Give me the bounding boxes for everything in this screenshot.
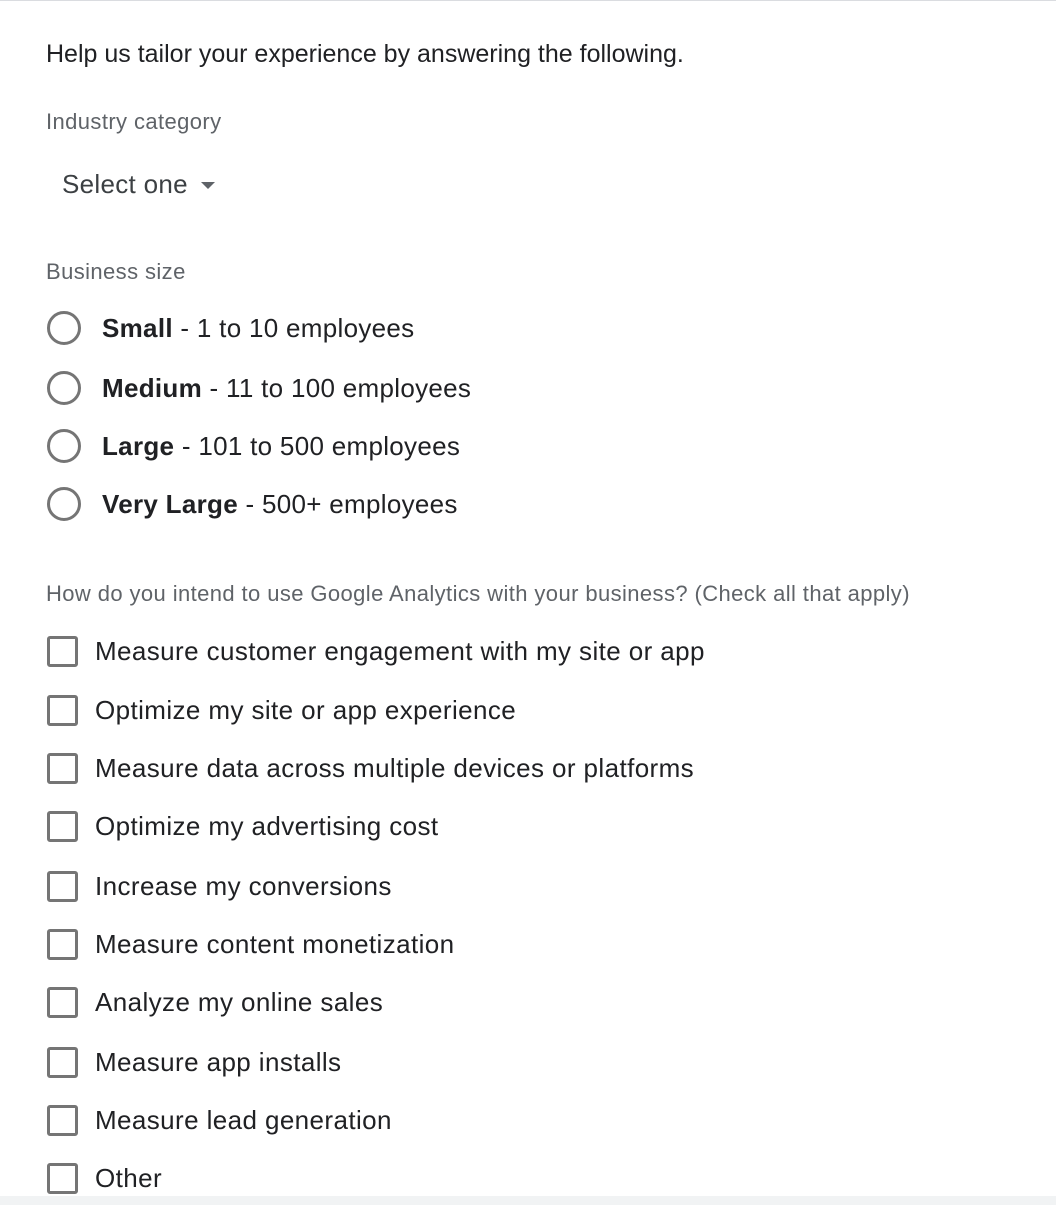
business-size-name: Medium — [102, 372, 203, 403]
business-size-option-label — [102, 431, 460, 462]
usage-option-content-monetization[interactable] — [46, 924, 455, 964]
usage-option-label: Increase my conversions — [95, 870, 392, 901]
radio-unchecked-icon[interactable] — [47, 487, 81, 521]
usage-option-label: Other — [95, 1162, 163, 1193]
usage-question-label: How do you intend to use Google Analytics with your business? (Check all that apply) — [46, 581, 910, 606]
caret-down-icon — [201, 182, 215, 189]
checkbox-unchecked-icon[interactable] — [47, 929, 78, 960]
radio-unchecked-icon[interactable] — [47, 371, 81, 405]
business-size-name: Small — [102, 312, 173, 343]
intro-text: Help us tailor your experience by answering the following. — [46, 40, 684, 68]
usage-option-label: Measure app installs — [95, 1046, 342, 1077]
usage-option-optimize-experience[interactable] — [46, 690, 516, 730]
business-size-detail: - 500+ employees — [237, 488, 458, 519]
usage-option-lead-generation[interactable] — [46, 1100, 392, 1140]
business-size-option-very-large[interactable] — [46, 484, 458, 524]
usage-option-label: Measure customer engagement with my site or app — [95, 635, 705, 666]
usage-option-label: Measure content monetization — [95, 928, 455, 959]
business-size-option-small[interactable] — [46, 308, 414, 348]
checkbox-unchecked-icon[interactable] — [47, 871, 78, 902]
usage-option-online-sales[interactable] — [46, 982, 383, 1022]
checkbox-unchecked-icon[interactable] — [47, 636, 78, 667]
radio-unchecked-icon[interactable] — [47, 429, 81, 463]
business-size-option-large[interactable] — [46, 426, 460, 466]
business-size-label: Business size — [46, 259, 186, 284]
business-size-name: Large — [102, 430, 175, 461]
usage-option-label: Measure data across multiple devices or platforms — [95, 752, 695, 783]
checkbox-unchecked-icon[interactable] — [47, 811, 78, 842]
industry-category-label: Industry category — [46, 109, 222, 134]
business-size-option-label — [102, 373, 471, 404]
usage-option-cross-device[interactable] — [46, 748, 694, 788]
usage-option-conversions[interactable] — [46, 866, 392, 906]
usage-option-other[interactable] — [46, 1158, 162, 1198]
usage-option-label: Analyze my online sales — [95, 986, 384, 1017]
radio-unchecked-icon[interactable] — [47, 311, 81, 345]
usage-option-customer-engagement[interactable] — [46, 631, 705, 671]
checkbox-unchecked-icon[interactable] — [47, 753, 78, 784]
checkbox-unchecked-icon[interactable] — [47, 1105, 78, 1136]
business-size-detail: - 101 to 500 employees — [174, 430, 461, 461]
usage-option-label: Measure lead generation — [95, 1104, 392, 1135]
checkbox-unchecked-icon[interactable] — [47, 987, 78, 1018]
usage-option-label: Optimize my site or app experience — [95, 694, 517, 725]
checkbox-unchecked-icon[interactable] — [47, 1047, 78, 1078]
checkbox-unchecked-icon[interactable] — [47, 1163, 78, 1194]
industry-dropdown-value: Select one — [62, 168, 188, 199]
usage-option-advertising-cost[interactable] — [46, 806, 439, 846]
industry-category-dropdown[interactable] — [62, 164, 215, 204]
business-size-option-label — [102, 313, 414, 344]
business-size-option-label — [102, 489, 458, 520]
business-size-name: Very Large — [102, 488, 238, 519]
usage-option-label: Optimize my advertising cost — [95, 810, 439, 841]
checkbox-unchecked-icon[interactable] — [47, 695, 78, 726]
business-size-option-medium[interactable] — [46, 368, 471, 408]
usage-option-app-installs[interactable] — [46, 1042, 341, 1082]
business-size-detail: - 11 to 100 employees — [202, 372, 472, 403]
business-size-detail: - 1 to 10 employees — [172, 312, 415, 343]
